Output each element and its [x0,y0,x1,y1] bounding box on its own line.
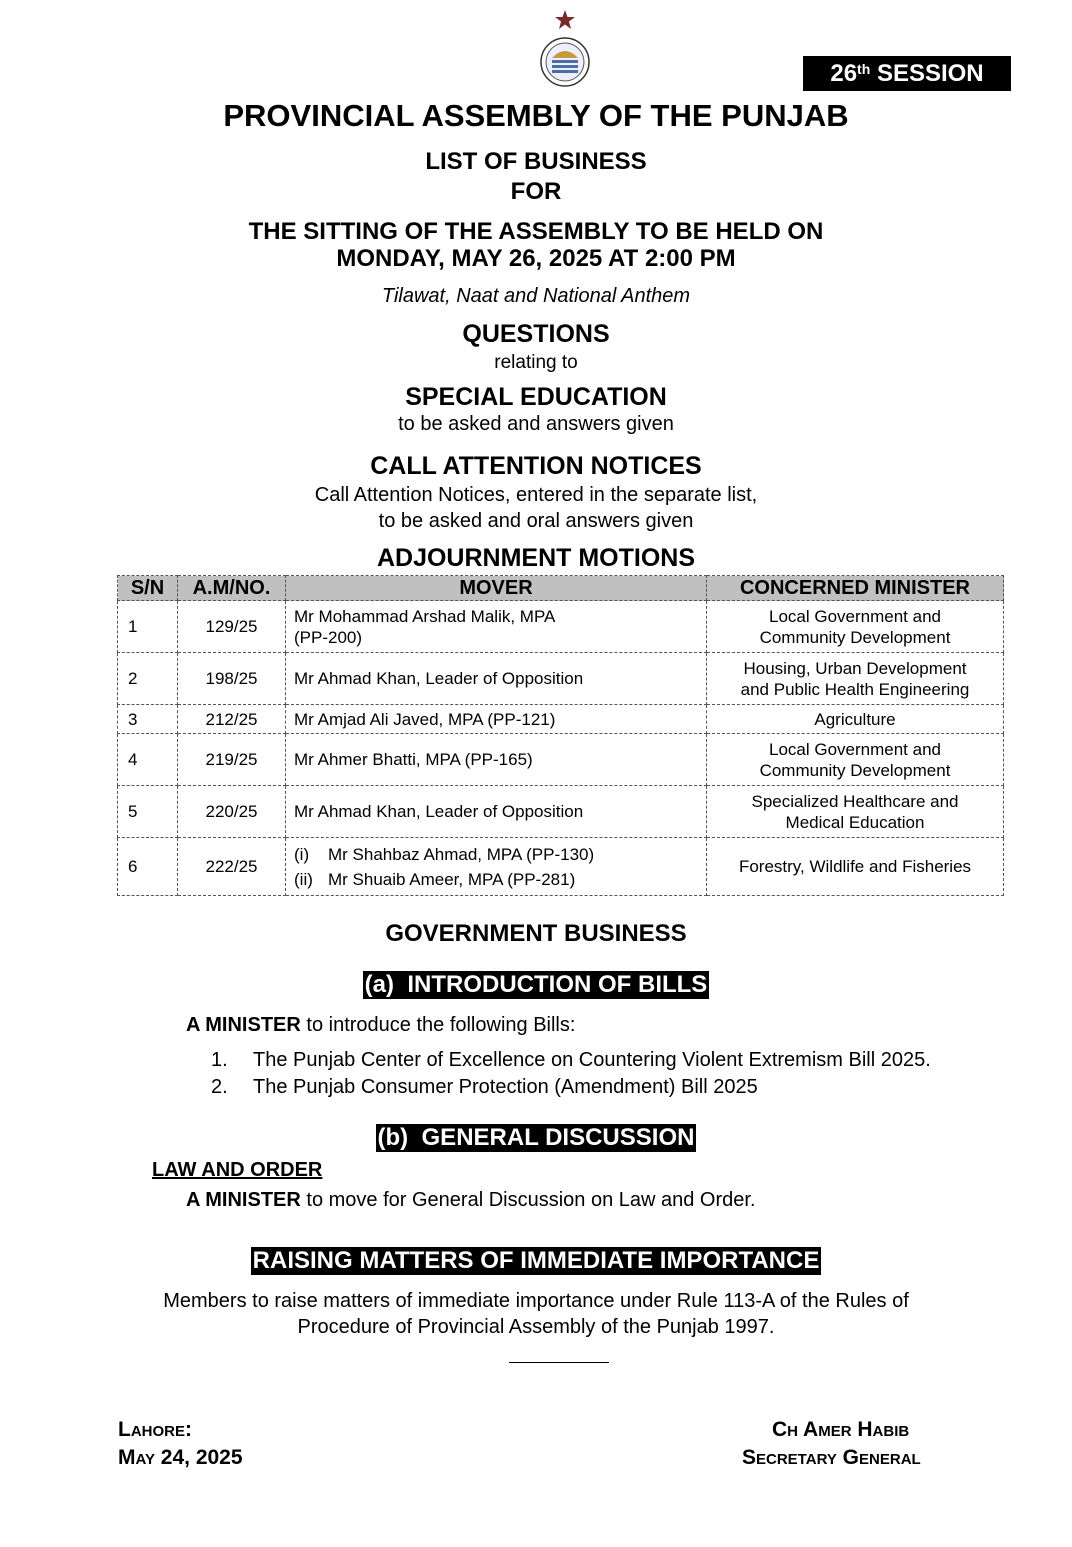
cell-sn: 3 [118,705,178,734]
column-header-minister: CONCERNED MINISTER [707,576,1004,601]
cell-minister [707,653,1004,705]
cell-am-no: 220/25 [178,786,286,838]
cell-mover: Mr Amjad Ali Javed, MPA (PP-121) [286,705,707,734]
cell-minister: Forestry, Wildlife and Fisheries [707,838,1004,896]
list-item [211,1049,931,1072]
mover-marker: (ii) [294,869,313,889]
bills-heading-wrap [0,971,1072,999]
cell-minister [707,734,1004,786]
minister-line: Local Government and [769,606,941,626]
raising-matters-heading: RAISING MATTERS OF IMMEDIATE IMPORTANCE [252,1247,820,1274]
cell-am-no: 198/25 [178,653,286,705]
assembly-emblem-icon [522,8,608,104]
bill-title: The Punjab Consumer Protection (Amendment) Bill 2025 [253,1076,758,1098]
list-of-business-title: LIST OF BUSINESS [425,148,647,175]
column-header-mover: MOVER [286,576,707,601]
call-attention-heading: CALL ATTENTION NOTICES [370,452,702,480]
minister-line: Specialized Healthcare and [751,791,959,811]
mover-line: Mr Mohammad Arshad Malik, MPA [294,606,556,626]
cell-sn: 2 [118,653,178,705]
mover-marker: (i) [294,844,310,864]
discussion-topic: LAW AND ORDER [152,1159,323,1181]
column-header-sn: S/N [118,576,178,601]
discussion-rest: to move for General Discussion on Law and Order. [300,1189,756,1211]
table-row [118,601,1004,653]
questions-relating: relating to [494,352,578,373]
cell-am-no: 212/25 [178,705,286,734]
bill-title: The Punjab Center of Excellence on Countering Violent Extremism Bill 2025. [253,1049,931,1071]
assembly-title: PROVINCIAL ASSEMBLY OF THE PUNJAB [223,98,849,133]
minister-line: and Public Health Engineering [740,679,970,699]
minister-line: Housing, Urban Development [743,658,967,678]
cell-mover: Mr Ahmad Khan, Leader of Opposition [286,786,707,838]
cell-mover [286,601,707,653]
questions-note: to be asked and answers given [398,413,674,435]
cell-minister: Agriculture [707,705,1004,734]
cell-sn: 1 [118,601,178,653]
bills-heading: (a) INTRODUCTION OF BILLS [364,971,708,998]
discussion-text [186,1189,756,1212]
signatory-designation: Secretary General [742,1446,921,1469]
cell-minister [707,786,1004,838]
session-suffix: th [857,61,871,77]
raising-matters-line-2: Procedure of Provincial Assembly of the Punjab 1997. [297,1316,775,1338]
table-row [118,734,1004,786]
cell-mover [286,838,707,896]
minister-line: Local Government and [769,739,941,759]
table-row [118,653,1004,705]
discussion-heading: (b) GENERAL DISCUSSION [377,1124,695,1151]
session-ordinal: 26 [830,60,858,87]
mover-line [294,844,698,865]
sitting-date-line: MONDAY, MAY 26, 2025 AT 2:00 PM [336,245,736,272]
footer-date: May 24, 2025 [118,1446,243,1469]
cell-sn: 5 [118,786,178,838]
table-row [118,705,1004,734]
cell-am-no: 219/25 [178,734,286,786]
mover-name: Mr Shahbaz Ahmad, MPA (PP-130) [328,844,595,864]
column-header-am-no: A.M/NO. [178,576,286,601]
list-item [211,1076,758,1099]
discussion-heading-wrap [0,1124,1072,1152]
cell-sn: 4 [118,734,178,786]
signatory-name: Ch Amer Habib [772,1418,910,1441]
cell-minister [707,601,1004,653]
raising-matters-line-1: Members to raise matters of immediate importance under Rule 113-A of the Rules of [163,1290,909,1312]
mover-line [294,869,698,890]
bill-number: 2. [211,1076,228,1098]
cell-am-no: 129/25 [178,601,286,653]
adjournment-heading: ADJOURNMENT MOTIONS [376,544,696,572]
minister-line: Community Development [759,760,951,780]
cell-mover: Mr Ahmer Bhatti, MPA (PP-165) [286,734,707,786]
raising-matters-heading-wrap [0,1247,1072,1275]
cell-sn: 6 [118,838,178,896]
government-business-heading: GOVERNMENT BUSINESS [385,920,687,947]
sitting-line-1: THE SITTING OF THE ASSEMBLY TO BE HELD ON [248,218,824,245]
bill-number: 1. [211,1049,228,1071]
minister-line: Community Development [759,627,951,647]
session-badge [803,56,1011,91]
footer-place: Lahore: [118,1418,192,1441]
session-word: SESSION [876,60,984,87]
adjournment-motions-table [117,575,1004,896]
call-attention-line-1: Call Attention Notices, entered in the separate list, [314,484,758,506]
list-for-word: FOR [510,178,562,205]
divider-rule [509,1362,609,1363]
table-row [118,786,1004,838]
cell-am-no: 222/25 [178,838,286,896]
table-row [118,838,1004,896]
questions-subject: SPECIAL EDUCATION [405,383,667,411]
call-attention-line-2: to be asked and oral answers given [378,510,694,532]
minister-line: Medical Education [785,812,925,832]
mover-line: (PP-200) [294,627,363,647]
mover-name: Mr Shuaib Ameer, MPA (PP-281) [328,869,576,889]
opening-proceedings: Tilawat, Naat and National Anthem [381,285,691,307]
bills-intro [186,1014,575,1037]
discussion-actor: A MINISTER [186,1189,301,1211]
table-header-row [118,576,1004,601]
bills-intro-actor: A MINISTER [186,1014,301,1036]
bills-intro-text: to introduce the following Bills: [300,1014,576,1036]
questions-heading: QUESTIONS [462,320,610,348]
cell-mover: Mr Ahmad Khan, Leader of Opposition [286,653,707,705]
